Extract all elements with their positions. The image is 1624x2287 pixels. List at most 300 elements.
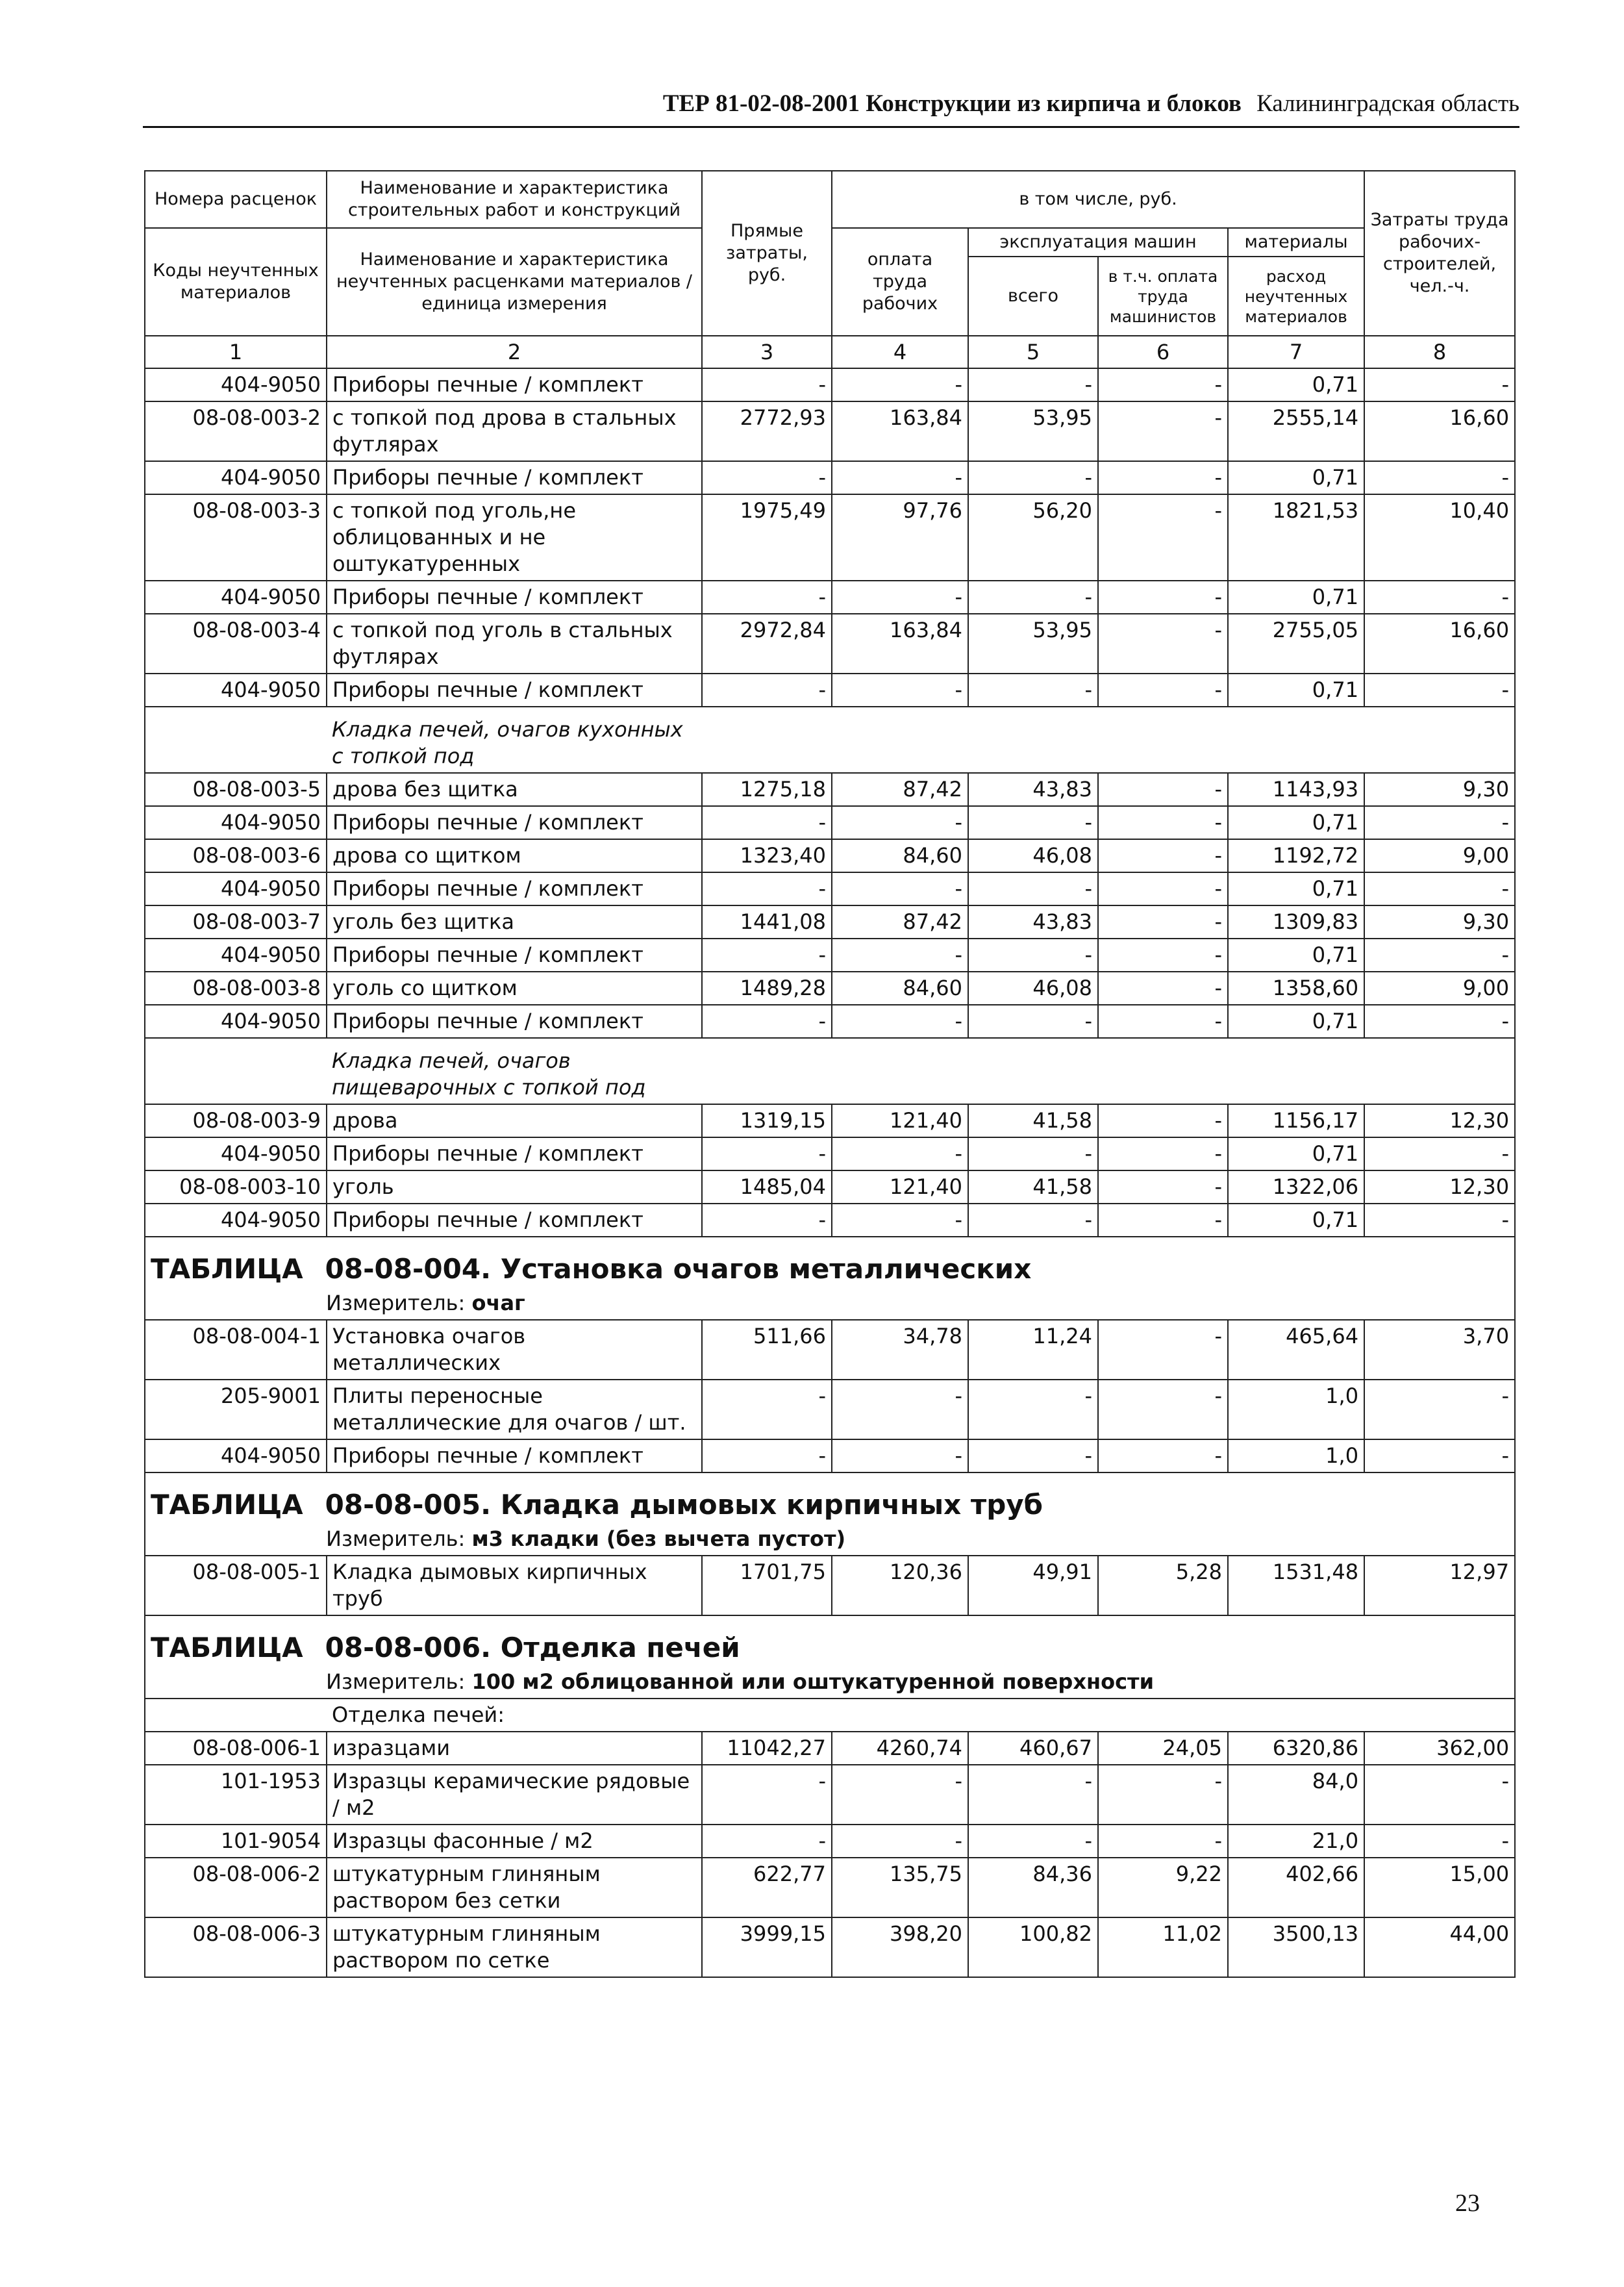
direct-costs: 1319,15 — [702, 1104, 832, 1137]
labor-pay: - — [832, 872, 968, 905]
machine-total: 100,82 — [968, 1917, 1098, 1977]
labor-pay: - — [832, 368, 968, 401]
material-consumption: 1,0 — [1228, 1439, 1364, 1472]
column-number: 2 — [327, 336, 702, 368]
machine-total: 46,08 — [968, 839, 1098, 872]
labor-hours: 362,00 — [1364, 1732, 1515, 1765]
labor-hours: 16,60 — [1364, 614, 1515, 674]
labor-pay: - — [832, 1137, 968, 1170]
table-006-unit — [151, 1668, 1509, 1695]
table-heading-cell — [145, 1615, 1515, 1699]
work-name: дрова без щитка — [327, 773, 702, 806]
group-row — [145, 1038, 1515, 1104]
labor-pay: 84,60 — [832, 839, 968, 872]
table-row — [145, 1380, 1515, 1439]
machine-total: 53,95 — [968, 614, 1098, 674]
table-004-unit — [151, 1289, 1509, 1317]
rate-code: 08-08-006-1 — [145, 1732, 327, 1765]
machinist-pay: - — [1098, 1204, 1228, 1237]
machine-total: - — [968, 806, 1098, 839]
work-name: штукатурным глиняным раствором по сетке — [327, 1917, 702, 1977]
labor-hours: 16,60 — [1364, 401, 1515, 461]
table-row — [145, 806, 1515, 839]
work-name: дрова со щитком — [327, 839, 702, 872]
machine-total: 46,08 — [968, 972, 1098, 1005]
rate-code: 404-9050 — [145, 1204, 327, 1237]
rate-code: 404-9050 — [145, 461, 327, 494]
table-heading-row — [145, 1615, 1515, 1699]
work-name: Изразцы керамические рядовые / м2 — [327, 1765, 702, 1825]
machinist-pay: - — [1098, 905, 1228, 939]
labor-pay: - — [832, 581, 968, 614]
blank-cell — [702, 1699, 1515, 1732]
direct-costs: - — [702, 1137, 832, 1170]
column-number: 4 — [832, 336, 968, 368]
direct-costs: - — [702, 1765, 832, 1825]
material-consumption: 0,71 — [1228, 1005, 1364, 1038]
table-word: ТАБЛИЦА — [151, 1632, 303, 1663]
table-005-unit — [151, 1525, 1509, 1552]
table-006-rows — [145, 1732, 1515, 1977]
machines-header: эксплуатация машин — [968, 228, 1228, 257]
labor-hours: - — [1364, 1204, 1515, 1237]
table-title-text: Установка очагов металлических — [500, 1253, 1032, 1285]
labor-pay: - — [832, 939, 968, 972]
table-006-title — [151, 1619, 1509, 1668]
work-name: Изразцы фасонные / м2 — [327, 1825, 702, 1858]
rate-code: 404-9050 — [145, 581, 327, 614]
table-number: 08-08-006. — [325, 1632, 492, 1663]
machinist-pay: - — [1098, 872, 1228, 905]
column-number: 1 — [145, 336, 327, 368]
direct-costs: - — [702, 1204, 832, 1237]
page-number: 23 — [1455, 2190, 1480, 2217]
direct-costs: - — [702, 939, 832, 972]
table-number: 08-08-005. — [325, 1489, 492, 1521]
direct-costs: 1323,40 — [702, 839, 832, 872]
table-heading-row — [145, 1472, 1515, 1556]
labor-pay: 97,76 — [832, 494, 968, 581]
table-row — [145, 1170, 1515, 1204]
machine-total: 41,58 — [968, 1104, 1098, 1137]
machine-total: 56,20 — [968, 494, 1098, 581]
machine-total: - — [968, 461, 1098, 494]
column-number: 3 — [702, 336, 832, 368]
machinist-pay: - — [1098, 1137, 1228, 1170]
direct-costs: 1701,75 — [702, 1556, 832, 1615]
material-consumption: 0,71 — [1228, 1137, 1364, 1170]
rate-code: 08-08-003-2 — [145, 401, 327, 461]
material-consumption: 6320,86 — [1228, 1732, 1364, 1765]
table-005-heading — [145, 1472, 1515, 1556]
rate-code: 101-9054 — [145, 1825, 327, 1858]
direct-costs: - — [702, 1825, 832, 1858]
material-consumption: 1156,17 — [1228, 1104, 1364, 1137]
column-number-row — [145, 336, 1515, 368]
price-table — [144, 170, 1516, 1978]
machine-total: 11,24 — [968, 1320, 1098, 1380]
material-consumption: 465,64 — [1228, 1320, 1364, 1380]
machine-total: 53,95 — [968, 401, 1098, 461]
table-word: ТАБЛИЦА — [151, 1253, 303, 1285]
group-cooking — [145, 1038, 1515, 1104]
work-name: Приборы печные / комплект — [327, 1204, 702, 1237]
labor-hours: - — [1364, 1005, 1515, 1038]
direct-costs: - — [702, 872, 832, 905]
work-name: Приборы печные / комплект — [327, 872, 702, 905]
rate-code: 08-08-006-3 — [145, 1917, 327, 1977]
work-name: Приборы печные / комплект — [327, 1439, 702, 1472]
document-code-title: ТЕР 81-02-08-2001 Конструкции из кирпича и блоков — [662, 90, 1242, 117]
table-row — [145, 1104, 1515, 1137]
direct-costs: 2972,84 — [702, 614, 832, 674]
labor-pay: 163,84 — [832, 401, 968, 461]
table-005-title — [151, 1476, 1509, 1525]
table-row — [145, 401, 1515, 461]
machine-total: - — [968, 872, 1098, 905]
machinist-pay: 24,05 — [1098, 1732, 1228, 1765]
labor-hours: - — [1364, 1765, 1515, 1825]
labor-pay: - — [832, 806, 968, 839]
material-consumption: 3500,13 — [1228, 1917, 1364, 1977]
rate-code: 404-9050 — [145, 806, 327, 839]
unit-label: Измеритель: — [326, 1669, 466, 1694]
labor-pay: 135,75 — [832, 1858, 968, 1917]
table-row — [145, 972, 1515, 1005]
table-row — [145, 674, 1515, 707]
labor-hours: 3,70 — [1364, 1320, 1515, 1380]
work-name: уголь без щитка — [327, 905, 702, 939]
material-consumption: 0,71 — [1228, 1204, 1364, 1237]
direct-costs: 1485,04 — [702, 1170, 832, 1204]
table-row — [145, 939, 1515, 972]
labor-hours: 12,30 — [1364, 1104, 1515, 1137]
table-heading-row — [145, 1237, 1515, 1320]
table-row — [145, 1765, 1515, 1825]
material-consumption: 0,71 — [1228, 674, 1364, 707]
material-consumption: 0,71 — [1228, 461, 1364, 494]
machine-total: - — [968, 368, 1098, 401]
material-consumption: 0,71 — [1228, 581, 1364, 614]
col4-header: оплата труда рабочих — [832, 228, 968, 336]
section-003-rows-b — [145, 773, 1515, 1038]
region-name: Калининградская область — [1256, 90, 1519, 117]
labor-hours: 9,30 — [1364, 773, 1515, 806]
unit-value: м3 кладки (без вычета пустот) — [471, 1526, 846, 1551]
rate-code: 404-9050 — [145, 939, 327, 972]
rate-code: 404-9050 — [145, 872, 327, 905]
material-consumption: 1143,93 — [1228, 773, 1364, 806]
labor-hours: - — [1364, 1380, 1515, 1439]
machine-total: - — [968, 674, 1098, 707]
table-row — [145, 368, 1515, 401]
machinist-pay: - — [1098, 494, 1228, 581]
work-name: с топкой под дрова в стальных футлярах — [327, 401, 702, 461]
work-name: с топкой под уголь,не облицованных и не оштукатуренных — [327, 494, 702, 581]
material-consumption: 0,71 — [1228, 939, 1364, 972]
direct-costs: 1489,28 — [702, 972, 832, 1005]
machinist-pay: - — [1098, 1439, 1228, 1472]
machine-total: - — [968, 581, 1098, 614]
table-004-title — [151, 1240, 1509, 1289]
group-title-cooking: Кладка печей, очагов пищеварочных с топкой под — [327, 1038, 702, 1104]
machinist-pay: - — [1098, 368, 1228, 401]
direct-costs: - — [702, 461, 832, 494]
material-consumption: 402,66 — [1228, 1858, 1364, 1917]
blank-cell — [145, 1699, 327, 1732]
col2-bottom-header: Наименование и характеристика неучтенных расценками материалов / единица измерения — [327, 228, 702, 336]
group-title-kitchen: Кладка печей, очагов кухонных с топкой под — [327, 707, 702, 773]
direct-costs: 1975,49 — [702, 494, 832, 581]
labor-hours: - — [1364, 461, 1515, 494]
unit-value: очаг — [471, 1291, 525, 1315]
table-word: ТАБЛИЦА — [151, 1489, 303, 1521]
labor-hours: 15,00 — [1364, 1858, 1515, 1917]
machinist-pay: - — [1098, 839, 1228, 872]
machine-total: - — [968, 1765, 1098, 1825]
work-name: дрова — [327, 1104, 702, 1137]
labor-pay: - — [832, 1439, 968, 1472]
table-row — [145, 494, 1515, 581]
machine-total: - — [968, 1204, 1098, 1237]
labor-pay: 87,42 — [832, 773, 968, 806]
labor-pay: 34,78 — [832, 1320, 968, 1380]
direct-costs: - — [702, 806, 832, 839]
work-name: уголь — [327, 1170, 702, 1204]
machinist-pay: - — [1098, 674, 1228, 707]
table-row — [145, 461, 1515, 494]
column-number: 5 — [968, 336, 1098, 368]
direct-costs: 3999,15 — [702, 1917, 832, 1977]
group-row — [145, 1699, 1515, 1732]
machinist-pay: - — [1098, 1380, 1228, 1439]
table-row — [145, 1825, 1515, 1858]
direct-costs: 622,77 — [702, 1858, 832, 1917]
labor-pay: - — [832, 1825, 968, 1858]
group-title-finishing: Отделка печей: — [327, 1699, 702, 1732]
blank-cell — [145, 1038, 327, 1104]
material-consumption: 1192,72 — [1228, 839, 1364, 872]
labor-pay: 87,42 — [832, 905, 968, 939]
machine-total: 49,91 — [968, 1556, 1098, 1615]
labor-pay: 398,20 — [832, 1917, 968, 1977]
work-name: Приборы печные / комплект — [327, 806, 702, 839]
labor-pay: - — [832, 674, 968, 707]
material-consumption: 1821,53 — [1228, 494, 1364, 581]
column-number: 8 — [1364, 336, 1515, 368]
blank-cell — [145, 707, 327, 773]
labor-hours: 9,00 — [1364, 839, 1515, 872]
material-consumption: 1322,06 — [1228, 1170, 1364, 1204]
work-name: Кладка дымовых кирпичных труб — [327, 1556, 702, 1615]
rate-code: 404-9050 — [145, 1439, 327, 1472]
table-row — [145, 1204, 1515, 1237]
table-row — [145, 839, 1515, 872]
labor-pay: 4260,74 — [832, 1732, 968, 1765]
labor-pay: 84,60 — [832, 972, 968, 1005]
rate-code: 08-08-003-5 — [145, 773, 327, 806]
rate-code: 08-08-003-10 — [145, 1170, 327, 1204]
labor-hours: 10,40 — [1364, 494, 1515, 581]
col3-header: Прямые затраты, руб. — [702, 171, 832, 336]
unit-label: Измеритель: — [326, 1291, 466, 1315]
labor-hours: - — [1364, 1439, 1515, 1472]
rate-code: 08-08-003-6 — [145, 839, 327, 872]
machine-total: 43,83 — [968, 773, 1098, 806]
col7-header: расход неучтенных материалов — [1228, 257, 1364, 336]
group-row — [145, 707, 1515, 773]
machine-total: 43,83 — [968, 905, 1098, 939]
work-name: Приборы печные / комплект — [327, 581, 702, 614]
labor-pay: - — [832, 1380, 968, 1439]
machine-total: - — [968, 1005, 1098, 1038]
material-consumption: 0,71 — [1228, 806, 1364, 839]
machinist-pay: - — [1098, 1005, 1228, 1038]
labor-hours: - — [1364, 806, 1515, 839]
header-rule — [143, 126, 1519, 128]
labor-hours: - — [1364, 872, 1515, 905]
labor-hours: 44,00 — [1364, 1917, 1515, 1977]
machine-total: 460,67 — [968, 1732, 1098, 1765]
rate-code: 404-9050 — [145, 1137, 327, 1170]
machine-total: - — [968, 1825, 1098, 1858]
direct-costs: - — [702, 1380, 832, 1439]
work-name: Приборы печные / комплект — [327, 674, 702, 707]
machinist-pay: - — [1098, 1170, 1228, 1204]
rate-code: 08-08-003-7 — [145, 905, 327, 939]
machine-total: 84,36 — [968, 1858, 1098, 1917]
table-row — [145, 773, 1515, 806]
machinist-pay: - — [1098, 1825, 1228, 1858]
material-consumption: 1,0 — [1228, 1380, 1364, 1439]
table-row — [145, 872, 1515, 905]
table-004-heading — [145, 1237, 1515, 1320]
work-name: Приборы печные / комплект — [327, 939, 702, 972]
material-consumption: 2555,14 — [1228, 401, 1364, 461]
rate-code: 08-08-004-1 — [145, 1320, 327, 1380]
table-row — [145, 905, 1515, 939]
labor-hours: - — [1364, 368, 1515, 401]
material-consumption: 1309,83 — [1228, 905, 1364, 939]
table-row — [145, 1005, 1515, 1038]
labor-hours: - — [1364, 1137, 1515, 1170]
col1-bottom-header: Коды неучтенных материалов — [145, 228, 327, 336]
work-name: с топкой под уголь в стальных футлярах — [327, 614, 702, 674]
direct-costs: 11042,27 — [702, 1732, 832, 1765]
table-row — [145, 1556, 1515, 1615]
machinist-pay: - — [1098, 1320, 1228, 1380]
machinist-pay: - — [1098, 939, 1228, 972]
table-004-rows — [145, 1320, 1515, 1472]
table-row — [145, 581, 1515, 614]
table-row — [145, 1137, 1515, 1170]
header-row-1 — [145, 171, 1515, 228]
blank-cell — [702, 1038, 1515, 1104]
including-header: в том числе, руб. — [832, 171, 1364, 228]
labor-pay: - — [832, 1204, 968, 1237]
material-consumption: 21,0 — [1228, 1825, 1364, 1858]
materials-header: материалы — [1228, 228, 1364, 257]
table-row — [145, 1732, 1515, 1765]
table-title-text: Отделка печей — [500, 1632, 740, 1663]
table-row — [145, 1917, 1515, 1977]
labor-hours: - — [1364, 674, 1515, 707]
machinist-pay: 5,28 — [1098, 1556, 1228, 1615]
direct-costs: - — [702, 581, 832, 614]
labor-hours: 12,97 — [1364, 1556, 1515, 1615]
machinist-pay: - — [1098, 461, 1228, 494]
machinist-pay: - — [1098, 401, 1228, 461]
rate-code: 404-9050 — [145, 674, 327, 707]
machinist-pay: - — [1098, 972, 1228, 1005]
column-number: 7 — [1228, 336, 1364, 368]
unit-label: Измеритель: — [326, 1526, 466, 1551]
rate-code: 205-9001 — [145, 1380, 327, 1439]
table-title-text: Кладка дымовых кирпичных труб — [500, 1489, 1043, 1521]
table-heading-cell — [145, 1237, 1515, 1320]
direct-costs: 511,66 — [702, 1320, 832, 1380]
rate-code: 404-9050 — [145, 1005, 327, 1038]
labor-pay: 121,40 — [832, 1170, 968, 1204]
table-row — [145, 614, 1515, 674]
col6-header: в т.ч. оплата труда машинистов — [1098, 257, 1228, 336]
col8-header: Затраты труда рабочих-строителей, чел.-ч. — [1364, 171, 1515, 336]
work-name: Приборы печные / комплект — [327, 461, 702, 494]
labor-hours: 9,30 — [1364, 905, 1515, 939]
col2-top-header: Наименование и характеристика строительных работ и конструкций — [327, 171, 702, 228]
labor-hours: - — [1364, 1825, 1515, 1858]
direct-costs: - — [702, 1005, 832, 1038]
labor-hours: 12,30 — [1364, 1170, 1515, 1204]
machine-total: - — [968, 939, 1098, 972]
col5-header: всего — [968, 257, 1098, 336]
direct-costs: - — [702, 1439, 832, 1472]
work-name: штукатурным глиняным раствором без сетки — [327, 1858, 702, 1917]
work-name: Плиты переносные металлические для очагов / шт. — [327, 1380, 702, 1439]
rate-code: 08-08-003-3 — [145, 494, 327, 581]
rate-code: 101-1953 — [145, 1765, 327, 1825]
table-005-rows — [145, 1556, 1515, 1615]
blank-cell — [702, 707, 1515, 773]
table-number: 08-08-004. — [325, 1253, 492, 1285]
labor-hours: 9,00 — [1364, 972, 1515, 1005]
machine-total: - — [968, 1380, 1098, 1439]
machinist-pay: - — [1098, 1104, 1228, 1137]
work-name: Приборы печные / комплект — [327, 1137, 702, 1170]
group-kitchen — [145, 707, 1515, 773]
table-006-heading — [145, 1615, 1515, 1732]
direct-costs: 1441,08 — [702, 905, 832, 939]
labor-pay: - — [832, 1005, 968, 1038]
table-row — [145, 1320, 1515, 1380]
machinist-pay: - — [1098, 806, 1228, 839]
direct-costs: - — [702, 368, 832, 401]
rate-code: 08-08-003-4 — [145, 614, 327, 674]
machine-total: - — [968, 1137, 1098, 1170]
machinist-pay: 11,02 — [1098, 1917, 1228, 1977]
labor-pay: - — [832, 1765, 968, 1825]
work-name: уголь со щитком — [327, 972, 702, 1005]
labor-hours: - — [1364, 939, 1515, 972]
rate-code: 08-08-006-2 — [145, 1858, 327, 1917]
material-consumption: 0,71 — [1228, 368, 1364, 401]
machinist-pay: 9,22 — [1098, 1858, 1228, 1917]
direct-costs: 1275,18 — [702, 773, 832, 806]
section-003-rows-c — [145, 1104, 1515, 1237]
section-003-rows-a — [145, 368, 1515, 707]
labor-pay: 121,40 — [832, 1104, 968, 1137]
table-heading-cell — [145, 1472, 1515, 1556]
